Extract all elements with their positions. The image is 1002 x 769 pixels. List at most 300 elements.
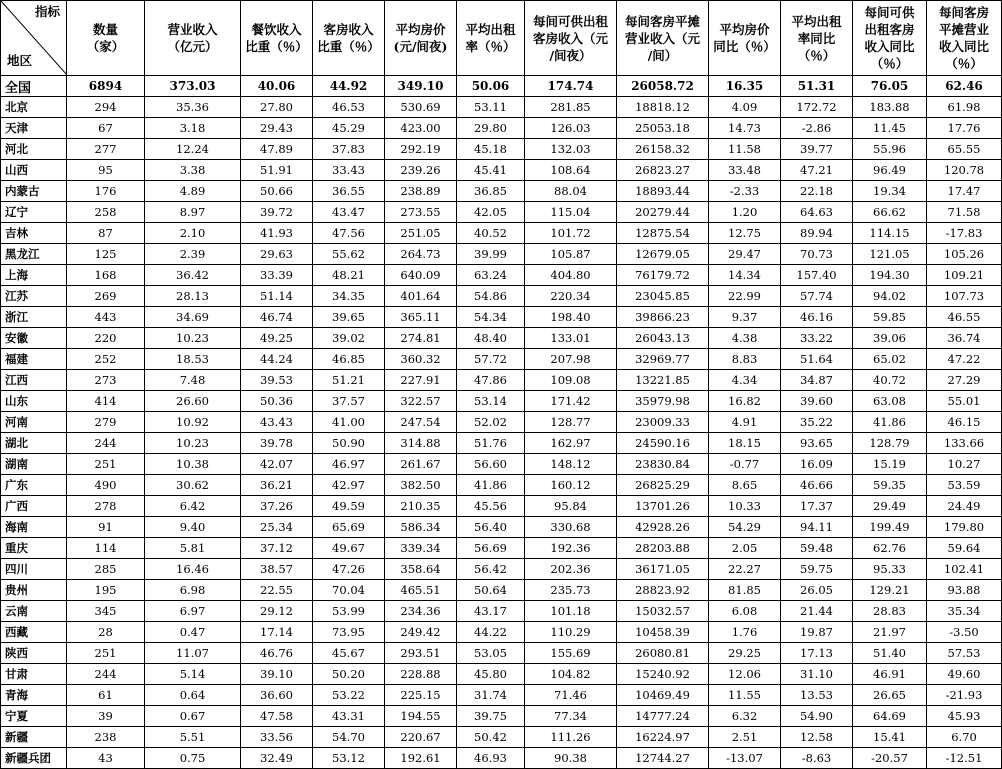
value-cell: 51.31 [781,76,853,97]
value-cell: 36.74 [927,328,1002,349]
region-name-cell: 上海 [1,265,67,286]
value-cell: 50.90 [313,433,385,454]
value-cell: 64.63 [781,202,853,223]
column-header-line: 率同比 [797,30,836,46]
region-name-cell: 新疆兵团 [1,748,67,769]
value-cell: 234.36 [385,601,457,622]
value-cell: 33.22 [781,328,853,349]
column-header-line: （亿元） [167,39,218,54]
value-cell: 43.43 [241,412,313,433]
value-cell: 258 [67,202,145,223]
value-cell: 10.33 [709,496,781,517]
value-cell: 51.14 [241,286,313,307]
value-cell: 17.13 [781,643,853,664]
value-cell: -20.57 [853,748,927,769]
table-row [1,706,1002,727]
value-cell: 50.20 [313,664,385,685]
table-row [1,349,1002,370]
value-cell: 401.64 [385,286,457,307]
value-cell: 12.06 [709,664,781,685]
value-cell: 358.64 [385,559,457,580]
region-name-cell: 全国 [1,76,67,97]
value-cell: 281.85 [525,97,617,118]
value-cell: 56.60 [457,454,525,475]
value-cell: 43 [67,748,145,769]
value-cell: 278 [67,496,145,517]
value-cell: 50.64 [457,580,525,601]
value-cell: 63.24 [457,265,525,286]
value-cell: 25053.18 [617,118,709,139]
value-cell: 15.19 [853,454,927,475]
value-cell: 126.03 [525,118,617,139]
column-header-line: 平均出租 [465,22,516,37]
value-cell: 365.11 [385,307,457,328]
value-cell: 12.58 [781,727,853,748]
value-cell: 264.73 [385,244,457,265]
value-cell: 27.80 [241,97,313,118]
column-header-11 [853,1,927,76]
column-header-line: （％） [797,47,836,63]
column-header-line: 收入同比 [864,39,915,54]
value-cell: 465.51 [385,580,457,601]
column-header-line: 比重（％） [317,39,380,54]
table-row [1,454,1002,475]
value-cell: 12.75 [709,223,781,244]
value-cell: 129.21 [853,580,927,601]
table-row [1,307,1002,328]
value-cell: 12.24 [145,139,241,160]
value-cell: 194.30 [853,265,927,286]
value-cell: 274.81 [385,328,457,349]
value-cell: 322.57 [385,391,457,412]
region-name-cell: 重庆 [1,538,67,559]
table-row [1,328,1002,349]
value-cell: 4.38 [709,328,781,349]
value-cell: 247.54 [385,412,457,433]
value-cell: 41.86 [853,412,927,433]
value-cell: 17.37 [781,496,853,517]
value-cell: 39.53 [241,370,313,391]
value-cell: 59.35 [853,475,927,496]
value-cell: 121.05 [853,244,927,265]
value-cell: 96.49 [853,160,927,181]
value-cell: 65.55 [927,139,1002,160]
value-cell: 18893.44 [617,181,709,202]
value-cell: 65.02 [853,349,927,370]
value-cell: 59.85 [853,307,927,328]
value-cell: 373.03 [145,76,241,97]
column-header-2 [145,1,241,76]
value-cell: 43.47 [313,202,385,223]
value-cell: 65.69 [313,517,385,538]
table-row [1,622,1002,643]
value-cell: 13.53 [781,685,853,706]
value-cell: 5.51 [145,727,241,748]
table-row [1,412,1002,433]
region-name-cell: 福建 [1,349,67,370]
column-header-4 [313,1,385,76]
value-cell: 9.40 [145,517,241,538]
value-cell: -0.77 [709,454,781,475]
table-row [1,685,1002,706]
value-cell: 47.22 [927,349,1002,370]
value-cell: 71.58 [927,202,1002,223]
table-row [1,391,1002,412]
value-cell: 18.53 [145,349,241,370]
value-cell: 51.40 [853,643,927,664]
value-cell: 39.65 [313,307,385,328]
value-cell: -3.50 [927,622,1002,643]
value-cell: 28823.92 [617,580,709,601]
value-cell: 16.35 [709,76,781,97]
value-cell: 62.46 [927,76,1002,97]
value-cell: 6894 [67,76,145,97]
value-cell: 62.76 [853,538,927,559]
value-cell: 40.06 [241,76,313,97]
value-cell: 220 [67,328,145,349]
region-name-cell: 湖南 [1,454,67,475]
value-cell: 45.56 [457,496,525,517]
column-header-line: /间） [647,47,678,63]
value-cell: 66.62 [853,202,927,223]
region-name-cell: 河南 [1,412,67,433]
column-header-line: 率（％） [465,39,516,54]
value-cell: 251 [67,643,145,664]
value-cell: 102.41 [927,559,1002,580]
value-cell: 6.97 [145,601,241,622]
value-cell: 18.15 [709,433,781,454]
column-header-line: （％） [945,56,983,71]
value-cell: 29.47 [709,244,781,265]
value-cell: 53.59 [927,475,1002,496]
value-cell: 235.73 [525,580,617,601]
value-cell: 1.20 [709,202,781,223]
value-cell: 46.16 [781,307,853,328]
value-cell: 157.40 [781,265,853,286]
column-header-12 [927,1,1002,76]
value-cell: 23009.33 [617,412,709,433]
column-header-line: 出租客房 [864,22,915,37]
value-cell: 277 [67,139,145,160]
value-cell: 39.10 [241,664,313,685]
value-cell: 64.69 [853,706,927,727]
value-cell: 61 [67,685,145,706]
value-cell: 61.98 [927,97,1002,118]
value-cell: 22.27 [709,559,781,580]
value-cell: 294 [67,97,145,118]
column-header-line: 同比（％） [713,39,776,54]
table-row [1,601,1002,622]
value-cell: 251 [67,454,145,475]
value-cell: 133.66 [927,433,1002,454]
value-cell: 37.57 [313,391,385,412]
value-cell: 49.60 [927,664,1002,685]
region-name-cell: 海南 [1,517,67,538]
value-cell: 56.40 [457,517,525,538]
value-cell: -2.86 [781,118,853,139]
value-cell: 95 [67,160,145,181]
value-cell: 45.80 [457,664,525,685]
value-cell: -12.51 [927,748,1002,769]
value-cell: 46.76 [241,643,313,664]
value-cell: 249.42 [385,622,457,643]
value-cell: 110.29 [525,622,617,643]
region-name-cell: 西藏 [1,622,67,643]
value-cell: 101.18 [525,601,617,622]
region-name-cell: 广西 [1,496,67,517]
value-cell: 12744.27 [617,748,709,769]
value-cell: 33.43 [313,160,385,181]
value-cell: 37.83 [313,139,385,160]
value-cell: 34.35 [313,286,385,307]
value-cell: 39.60 [781,391,853,412]
table-row [1,517,1002,538]
value-cell: 26825.29 [617,475,709,496]
value-cell: 21.44 [781,601,853,622]
value-cell: 0.47 [145,622,241,643]
value-cell: 33.56 [241,727,313,748]
value-cell: 43.31 [313,706,385,727]
value-cell: 35.34 [927,601,1002,622]
value-cell: 9.37 [709,307,781,328]
value-cell: 261.67 [385,454,457,475]
value-cell: 90.38 [525,748,617,769]
value-cell: 54.34 [457,307,525,328]
value-cell: 23830.84 [617,454,709,475]
value-cell: 24590.16 [617,433,709,454]
value-cell: 51.21 [313,370,385,391]
value-cell: 54.90 [781,706,853,727]
value-cell: 49.59 [313,496,385,517]
value-cell: -21.93 [927,685,1002,706]
value-cell: 3.18 [145,118,241,139]
value-cell: 56.69 [457,538,525,559]
value-cell: 35.22 [781,412,853,433]
value-cell: 39.06 [853,328,927,349]
value-cell: 11.58 [709,139,781,160]
region-name-cell: 宁夏 [1,706,67,727]
region-name-cell: 山东 [1,391,67,412]
value-cell: 20279.44 [617,202,709,223]
column-header-line: 每间客房平摊 [624,13,700,29]
value-cell: 25.34 [241,517,313,538]
region-name-cell: 吉林 [1,223,67,244]
value-cell: 53.11 [457,97,525,118]
value-cell: 109.08 [525,370,617,391]
value-cell: 32.49 [241,748,313,769]
value-cell: 53.12 [313,748,385,769]
value-cell: 11.55 [709,685,781,706]
value-cell: 30.62 [145,475,241,496]
value-cell: 423.00 [385,118,457,139]
table-row [1,118,1002,139]
value-cell: 174.74 [525,76,617,97]
value-cell: 202.36 [525,559,617,580]
value-cell: 29.25 [709,643,781,664]
value-cell: 54.86 [457,286,525,307]
value-cell: 31.10 [781,664,853,685]
value-cell: 225.15 [385,685,457,706]
value-cell: 46.55 [927,307,1002,328]
value-cell: 76179.72 [617,265,709,286]
value-cell: 57.74 [781,286,853,307]
value-cell: 59.64 [927,538,1002,559]
column-header-line: 客房收入 [323,22,374,37]
value-cell: 160.12 [525,475,617,496]
value-cell: 45.67 [313,643,385,664]
value-cell: 47.21 [781,160,853,181]
value-cell: 18818.12 [617,97,709,118]
value-cell: 55.96 [853,139,927,160]
column-header-line: 每间可供 [864,5,915,20]
value-cell: 70.04 [313,580,385,601]
value-cell: 50.42 [457,727,525,748]
column-header-line: 比重（％） [245,39,308,54]
value-cell: 4.91 [709,412,781,433]
value-cell: 34.87 [781,370,853,391]
value-cell: 45.18 [457,139,525,160]
value-cell: 1.76 [709,622,781,643]
region-name-cell: 陕西 [1,643,67,664]
value-cell: 50.06 [457,76,525,97]
table-row [1,139,1002,160]
value-cell: 6.42 [145,496,241,517]
column-header-line: 平均房价 [719,22,770,37]
column-header-10 [781,1,853,76]
column-header-line: (元/间夜) [393,39,448,54]
value-cell: 46.91 [853,664,927,685]
value-cell: 88.04 [525,181,617,202]
value-cell: 94.11 [781,517,853,538]
table-row [1,433,1002,454]
region-name-cell: 四川 [1,559,67,580]
value-cell: 39.78 [241,433,313,454]
value-cell: 16.09 [781,454,853,475]
value-cell: 382.50 [385,475,457,496]
value-cell: 17.14 [241,622,313,643]
value-cell: 95.84 [525,496,617,517]
region-name-cell: 河北 [1,139,67,160]
value-cell: 3.38 [145,160,241,181]
region-name-cell: 江西 [1,370,67,391]
column-header-line: 平摊营业 [938,22,989,37]
value-cell: 8.97 [145,202,241,223]
value-cell: 330.68 [525,517,617,538]
region-name-cell: 青海 [1,685,67,706]
value-cell: 0.67 [145,706,241,727]
value-cell: 10.38 [145,454,241,475]
value-cell: 238.89 [385,181,457,202]
value-cell: 36.21 [241,475,313,496]
value-cell: 238 [67,727,145,748]
value-cell: 162.97 [525,433,617,454]
value-cell: 16.82 [709,391,781,412]
value-cell: 10.23 [145,433,241,454]
value-cell: 35979.98 [617,391,709,412]
value-cell: 44.22 [457,622,525,643]
value-cell: 115.04 [525,202,617,223]
value-cell: 48.21 [313,265,385,286]
column-header-line: 收入同比 [938,39,989,54]
column-header-line: 每间客房 [938,5,989,20]
value-cell: 530.69 [385,97,457,118]
value-cell: 28 [67,622,145,643]
value-cell: 73.95 [313,622,385,643]
value-cell: 5.14 [145,664,241,685]
value-cell: 39.75 [457,706,525,727]
value-cell: 36.42 [145,265,241,286]
value-cell: 21.97 [853,622,927,643]
value-cell: 198.40 [525,307,617,328]
value-cell: 414 [67,391,145,412]
value-cell: 26.60 [145,391,241,412]
value-cell: 8.83 [709,349,781,370]
value-cell: 39 [67,706,145,727]
value-cell: 207.98 [525,349,617,370]
column-header-8 [617,1,709,76]
value-cell: 22.99 [709,286,781,307]
value-cell: 42.07 [241,454,313,475]
value-cell: 239.26 [385,160,457,181]
value-cell: 42.05 [457,202,525,223]
value-cell: 2.39 [145,244,241,265]
table-row [1,664,1002,685]
value-cell: 10458.39 [617,622,709,643]
value-cell: 46.74 [241,307,313,328]
value-cell: 0.64 [145,685,241,706]
value-cell: 36.60 [241,685,313,706]
value-cell: 252 [67,349,145,370]
value-cell: 36.85 [457,181,525,202]
value-cell: 29.80 [457,118,525,139]
value-cell: 46.66 [781,475,853,496]
value-cell: 17.76 [927,118,1002,139]
value-cell: 47.86 [457,370,525,391]
value-cell: 10.92 [145,412,241,433]
value-cell: 293.51 [385,643,457,664]
value-cell: 8.65 [709,475,781,496]
table-row [1,538,1002,559]
value-cell: 39.02 [313,328,385,349]
value-cell: 24.49 [927,496,1002,517]
value-cell: 210.35 [385,496,457,517]
table-row [1,580,1002,601]
column-header-line: 平均出租 [791,13,842,29]
region-name-cell: 北京 [1,97,67,118]
value-cell: 2.05 [709,538,781,559]
value-cell: 4.09 [709,97,781,118]
value-cell: 16224.97 [617,727,709,748]
value-cell: 44.92 [313,76,385,97]
value-cell: 404.80 [525,265,617,286]
national-total-row [1,76,1002,97]
value-cell: 26.05 [781,580,853,601]
value-cell: 0.75 [145,748,241,769]
column-header-line: （％） [870,56,909,71]
value-cell: 94.02 [853,286,927,307]
value-cell: 6.08 [709,601,781,622]
value-cell: 443 [67,307,145,328]
value-cell: 22.55 [241,580,313,601]
value-cell: 33.48 [709,160,781,181]
value-cell: 55.62 [313,244,385,265]
value-cell: 192.36 [525,538,617,559]
value-cell: 57.53 [927,643,1002,664]
value-cell: 26.65 [853,685,927,706]
value-cell: 199.49 [853,517,927,538]
value-cell: 53.22 [313,685,385,706]
value-cell: 26823.27 [617,160,709,181]
